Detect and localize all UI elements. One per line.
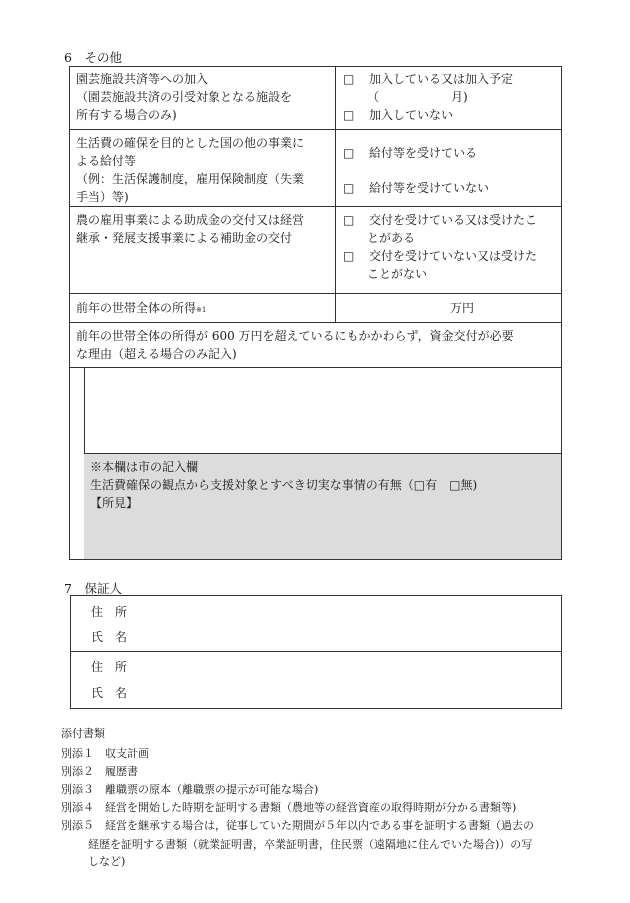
row2-line3: （例：生活保護制度，雇用保険制度（失業 [76,172,305,186]
guarantor-divider [71,651,561,652]
row-divider [70,206,561,207]
row2-options-cell [343,144,477,162]
attachment-item [61,746,149,763]
attachment-label: 別添２ [61,765,94,778]
income-label-text: 前年の世帯全体の所得 [76,301,197,315]
attachment-text: 経営を開始した時期を証明する書類（農地等の経営資産の取得時期が分かる書類等) [105,801,517,814]
income-unit: 万円 [450,301,475,315]
guarantor2-name-label: 氏 名 [91,686,128,700]
row1-option1: 加入している又は加入予定 [369,72,514,86]
checkbox[interactable]: □ [343,146,355,160]
row2-option2: 給付等を受けていない [369,181,490,195]
city-use-area [84,453,561,559]
attachment-continuation-1: 経歴を証明する書類（就業証明書，卒業証明書，住民票（遠隔地に住んでいた場合)）の写 [88,838,533,851]
row3-line1: 農の雇用事業による助成金の交付又は経営 [76,213,305,227]
row2-options-cell-2 [343,179,489,197]
reason-line1: 前年の世帯全体の所得が 600 万円を超えているにもかかわらず，資金交付が必要 [76,329,514,343]
attachment-text: 経営を継承する場合は，従事していた期間が５年以内である事を証明する書類（過去の [105,819,534,832]
row2-line2: よる給付等 [76,154,137,168]
row3-left-cell [76,211,304,247]
reason-input-area[interactable] [85,368,561,452]
other-info-table [69,66,562,560]
row-divider [70,322,561,323]
attachment-item [61,764,138,781]
section6-title: 6 その他 [64,50,122,65]
attachment-label: 別添４ [61,801,94,814]
row3-option1a: 交付を受けている又は受けたこ [369,213,538,227]
row-divider [70,129,561,130]
row1-line3: 所有する場合のみ) [76,108,177,122]
guarantor1-address-label: 住 所 [91,605,128,619]
row3-line2: 継承・発展支援事業による補助金の交付 [76,231,293,245]
row-divider [70,293,561,294]
row2-line1: 生活費の確保を目的とした国の他の事業に [76,136,305,150]
income-note: ※1 [196,306,207,314]
checkbox[interactable]: □ [343,181,355,195]
attachment-text: 履歴書 [105,765,138,778]
attachment-item [61,782,318,799]
city-block [90,458,477,512]
section7-title: 7 保証人 [64,581,122,596]
row3-options-cell [343,211,537,283]
row1-option2: 加入していない [369,108,454,122]
attachment-text: 収支計画 [105,747,149,760]
guarantor2-address-label: 住 所 [91,660,128,674]
column-divider [335,67,336,322]
city-opinion: 【所見】 [90,496,139,510]
attachment-label: 別添３ [61,783,94,796]
row1-options-cell [343,70,513,124]
row2-left-cell [76,134,304,206]
row1-option-month: （ 月) [367,90,468,104]
row2-line4: 手当）等) [76,190,129,204]
row3-option2a: 交付を受けていない又は受けた [369,249,538,263]
attachment-continuation-2: しなど) [88,855,126,868]
row1-line1: 園芸施設共済等への加入 [76,72,209,86]
row3-option1b: とがある [367,231,416,245]
attachment-text: 離職票の原本（離職票の提示が可能な場合) [105,783,319,796]
guarantor-table [70,595,562,709]
attachment-item [61,800,516,817]
attachment-label: 別添５ [61,819,94,832]
row2-option1: 給付等を受けている [369,146,478,160]
guarantor1-name-label: 氏 名 [91,630,128,644]
attachments-title: 添付書類 [61,727,105,740]
income-label [76,299,206,319]
city-line: 生活費確保の観点から支援対象とすべき切実な事情の有無（□有 □無) [90,478,478,492]
row1-left-cell [76,70,292,124]
checkbox[interactable]: □ [343,249,355,263]
checkbox[interactable]: □ [343,108,355,122]
city-title: ※本欄は市の記入欄 [90,460,199,474]
row1-line2: （園芸施設共済の引受対象となる施設を [76,90,293,104]
reason-heading [76,327,556,363]
checkbox[interactable]: □ [343,72,355,86]
checkbox[interactable]: □ [343,213,355,227]
reason-line2: な理由（超える場合のみ記入) [76,347,237,361]
attachment-item [61,818,534,835]
attachment-label: 別添１ [61,747,94,760]
row3-option2b: ことがない [367,267,428,281]
